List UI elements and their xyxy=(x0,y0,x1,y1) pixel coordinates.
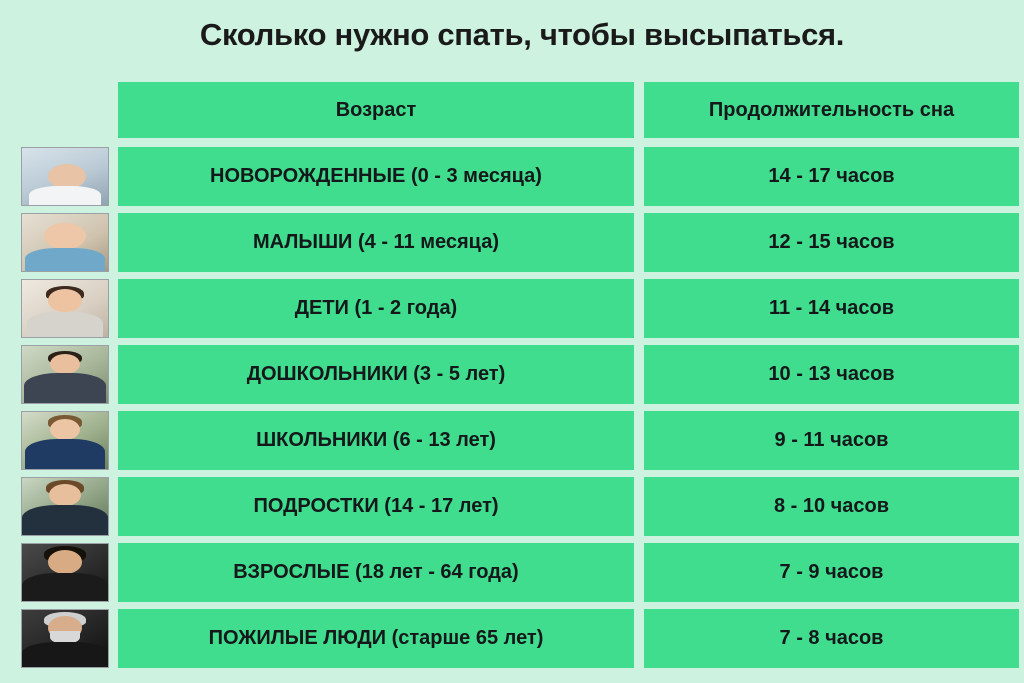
preschooler-photo xyxy=(21,345,109,404)
age-label: ПОЖИЛЫЕ ЛЮДИ (старше 65 лет) xyxy=(118,609,634,668)
column-header-age: Возраст xyxy=(118,82,634,138)
age-label: ДОШКОЛЬНИКИ (3 - 5 лет) xyxy=(118,345,634,404)
teenager-photo xyxy=(21,477,109,536)
schoolchild-photo xyxy=(21,411,109,470)
age-label: МАЛЫШИ (4 - 11 месяца) xyxy=(118,213,634,272)
age-label: НОВОРОЖДЕННЫЕ (0 - 3 месяца) xyxy=(118,147,634,206)
table-row xyxy=(0,279,1024,338)
table-row xyxy=(0,477,1024,536)
age-label: ВЗРОСЛЫЕ (18 лет - 64 года) xyxy=(118,543,634,602)
newborn-photo xyxy=(21,147,109,206)
duration-label: 10 - 13 часов xyxy=(644,345,1019,404)
table-row xyxy=(0,411,1024,470)
column-header-duration: Продолжительность сна xyxy=(644,82,1019,138)
adult-photo xyxy=(21,543,109,602)
duration-label: 7 - 8 часов xyxy=(644,609,1019,668)
age-label: ПОДРОСТКИ (14 - 17 лет) xyxy=(118,477,634,536)
duration-label: 14 - 17 часов xyxy=(644,147,1019,206)
duration-label: 8 - 10 часов xyxy=(644,477,1019,536)
table-row xyxy=(0,147,1024,206)
infant-photo xyxy=(21,213,109,272)
duration-label: 12 - 15 часов xyxy=(644,213,1019,272)
photo-column-spacer xyxy=(21,82,109,138)
duration-label: 9 - 11 часов xyxy=(644,411,1019,470)
duration-label: 11 - 14 часов xyxy=(644,279,1019,338)
table-row xyxy=(0,543,1024,602)
table-row xyxy=(0,213,1024,272)
toddler-photo xyxy=(21,279,109,338)
table-row xyxy=(0,345,1024,404)
elderly-photo xyxy=(21,609,109,668)
age-label: ШКОЛЬНИКИ (6 - 13 лет) xyxy=(118,411,634,470)
table-row xyxy=(0,609,1024,668)
age-label: ДЕТИ (1 - 2 года) xyxy=(118,279,634,338)
sleep-duration-table xyxy=(0,82,1024,675)
table-header-row xyxy=(0,82,1024,138)
page-title: Сколько нужно спать, чтобы высыпаться. xyxy=(199,17,845,52)
duration-label: 7 - 9 часов xyxy=(644,543,1019,602)
